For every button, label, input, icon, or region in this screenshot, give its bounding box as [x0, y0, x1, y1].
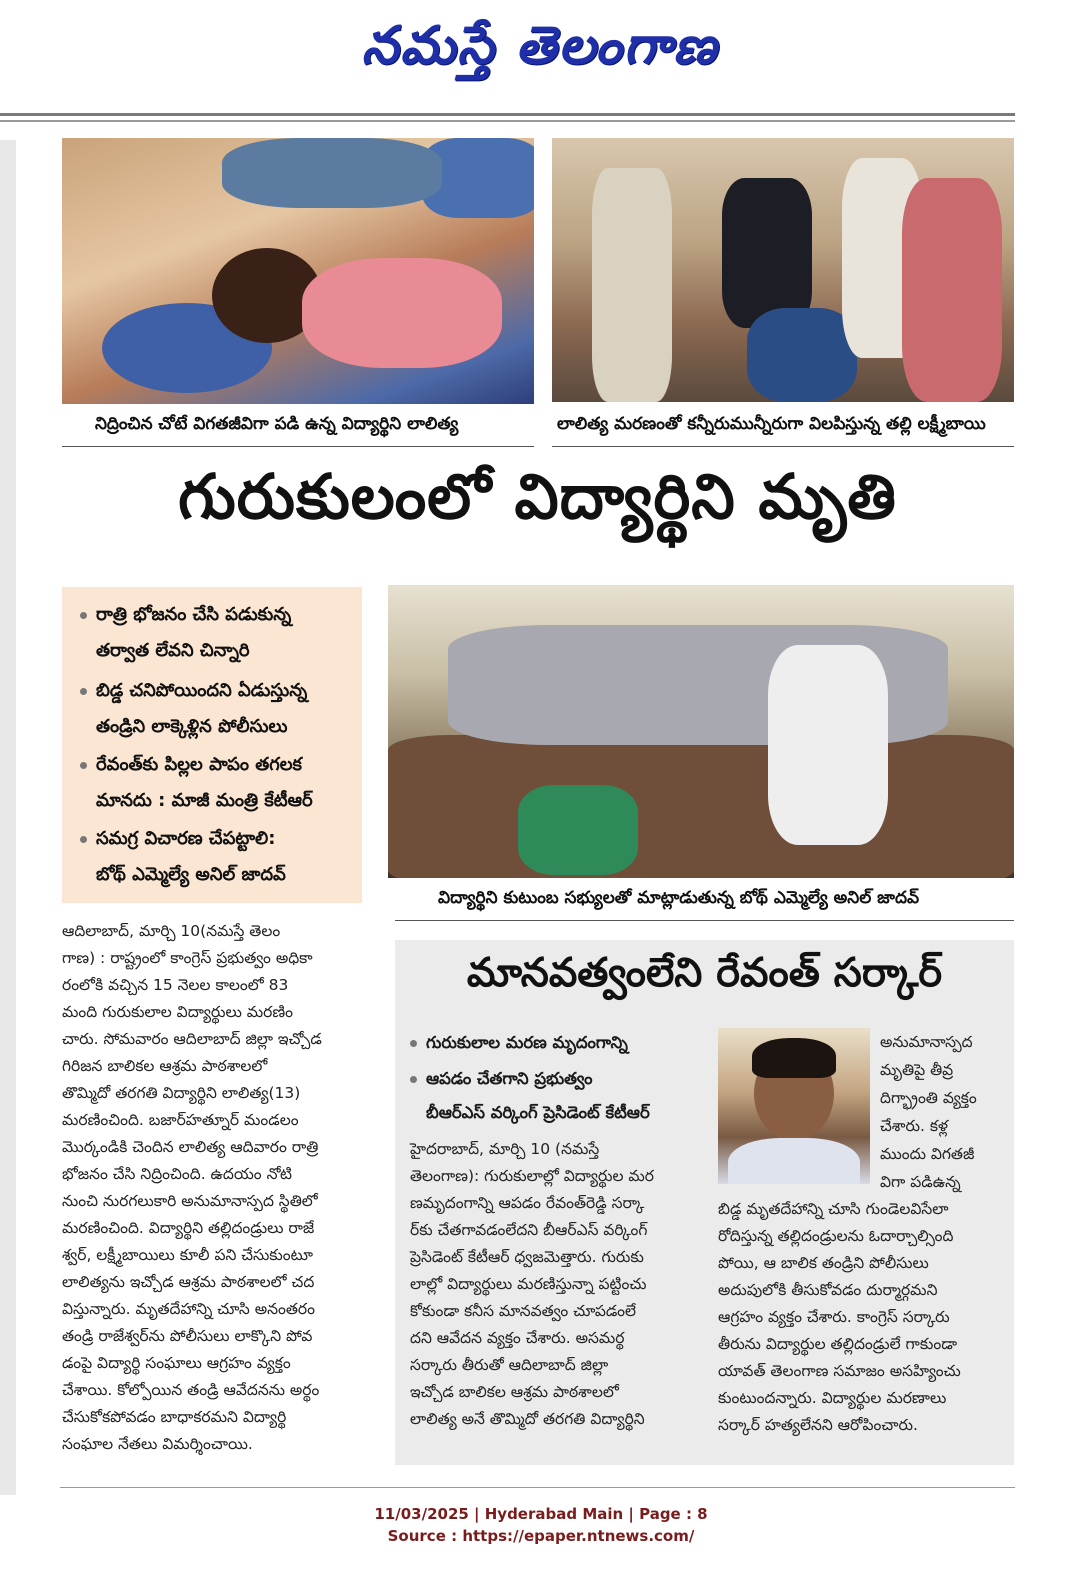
photo-mla-with-family	[388, 585, 1014, 878]
photo3-caption: విద్యార్థిని కుటుంబ సభ్యులతో మాట్లాడుతున్న బోథ్ ఎమ్మెల్యే అనిల్ జాదవ్	[438, 888, 920, 908]
highlights-box	[62, 587, 362, 903]
footer-date-edition: 11/03/2025 | Hyderabad Main | Page : 8	[374, 1505, 708, 1523]
bullet-icon	[80, 836, 87, 843]
highlight-item: రేవంత్‌కు పిల్లల పాపం తగలక మానదు : మాజీ మంత్రి కేటీఆర్	[80, 747, 313, 819]
caption-rule	[395, 920, 1014, 921]
photo-mother-shape	[747, 308, 857, 402]
photo-police-shape	[592, 168, 672, 402]
page-margin-bar	[0, 140, 16, 1495]
photo2-caption: లాలిత్య మరణంతో కన్నీరుమున్నీరుగా విలపిస్తున్న తల్లి లక్ష్మీబాయి	[557, 414, 986, 434]
story2-bullet: గురుకులాల మరణ మృదంగాన్ని	[410, 1026, 628, 1060]
masthead	[0, 0, 1082, 110]
story2-body-col1: హైదరాబాద్, మార్చి 10 (నమస్తే తెలంగాణ): గురుకులాల్లో విద్యార్థుల మర ణమృదంగాన్ని ఆపడం రేవంత్‌రెడ్డి సర్కా ర్‌కు చేతగావడంలేదని బీఆర్ఎస్ వర్కింగ్ ప్రెసిడెంట్ కేటీఆర్ ధ్వజమెత్తారు. గురుకు లాల్లో విద్యార్థులు మరణిస్తున్నా పట్టించు కోకుండా కనీస మానవత్వం చూపడంలే దని ఆవేదన వ్యక్తం చేశారు. అసమర్థ సర్కారు తీరుతో ఆదిలాబాద్ జిల్లా ఇచ్చోడ బాలికల ఆశ్రమ పాఠశాలలో లాలిత్య అనే తొమ్మిదో తరగతి విద్యార్థిని	[410, 1140, 654, 1428]
page-footer	[0, 1503, 1082, 1547]
highlight-item: బిడ్డ చనిపోయిందని ఏడుస్తున్న తండ్రిని లాక్కెళ్లిన పోలీసులు	[80, 673, 307, 745]
story1-body: ఆదిలాబాద్, మార్చి 10(నమస్తే తెలం గాణ) : రాష్ట్రంలో కాంగ్రెస్ ప్రభుత్వం అధికా రంలోకి వచ్చిన 15 నెలల కాలంలో 83 మంది గురుకులాల విద్యార్థులు మరణిం చారు. సోమవారం ఆదిలాబాద్ జిల్లా ఇచ్చోడ గిరిజన బాలికల ఆశ్రమ పాఠశాలలో తొమ్మిదో తరగతి విద్యార్థిని లాలిత్య(13) మరణించింది. బజార్‌హత్నూర్ మండలం మొర్కండికి చెందిన లాలిత్య ఆదివారం రాత్రి భోజనం చేసి నిద్రించింది. ఉదయం నోటి నుంచి నురగలుకారి అనుమానాస్పద స్థితిలో మరణించింది. విద్యార్థిని తల్లిదండ్రులు రాజే శ్వర్, లక్ష్మీబాయిలు కూలీ పని చేసుకుంటూ లాలిత్యను ఇచ్చోడ ఆశ్రమ పాఠశాలలో చద విస్తున్నారు. మృతదేహాన్ని చూసి అనంతరం తండ్రి రాజేశ్వర్‌ను పోలీసులు లాక్కొని పోవ డంపై విద్యార్థి సంఘాలు ఆగ్రహం వ్యక్తం చేశాయి. కోల్పోయిన తండ్రి ఆవేదనను అర్థం చేసుకోకపోవడం బాధాకరమని విద్యార్థి సంఘాల నేతలు విమర్శించాయి.	[62, 922, 322, 1453]
story2-headline: మానవత్వంలేని రేవంత్ సర్కార్	[466, 950, 943, 996]
masthead-rule-thin	[0, 120, 1015, 122]
photo-girl-shape	[722, 178, 812, 328]
photo-dress-shape	[302, 258, 502, 368]
photo-mla-shape	[768, 645, 888, 845]
bullet-icon	[80, 612, 87, 619]
footer-rule	[60, 1487, 1015, 1488]
photo-shirt-shape	[728, 1138, 860, 1184]
caption-rule	[62, 446, 534, 447]
photo-saree-shape	[518, 785, 638, 875]
footer-source-link[interactable]: Source : https://epaper.ntnews.com/	[387, 1527, 695, 1545]
main-headline: గురుకులంలో విద్యార్థిని మృతి	[178, 460, 897, 533]
story2-body-col2-bottom: బిడ్డ మృతదేహాన్ని చూసి గుండెలవిసేలా రోదిస్తున్న తల్లిదండ్రులను ఓదార్చాల్సింది పోయి, ఆ బాలిక తండ్రిని పోలీసులు అదుపులోకి తీసుకోవడం దుర్మార్గమని ఆగ్రహం వ్యక్తం చేశారు. కాంగ్రెస్ సర్కారు తీరును విద్యార్థుల తల్లిదండ్రులే గాకుండా యావత్ తెలంగాణ సమాజం అసహ్యించు కుంటుందన్నారు. విద్యార్థుల మరణాలు సర్కార్ హత్యలేనని ఆరోపించారు.	[718, 1200, 961, 1434]
bullet-icon	[80, 762, 87, 769]
story2-bullet: ఆపడం చేతగాని ప్రభుత్వం బీఆర్ఎస్ వర్కింగ్ ప్రెసిడెంట్ కేటీఆర్	[410, 1062, 650, 1130]
photo-woman2-shape	[902, 178, 1002, 402]
newspaper-logo: నమస్తే తెలంగాణ	[361, 15, 719, 76]
photo-student-lying	[62, 138, 534, 404]
bullet-icon	[410, 1040, 417, 1047]
highlight-item: రాత్రి భోజనం చేసి పడుకున్న తర్వాత లేవని చిన్నారి	[80, 597, 291, 669]
photo-ktr-portrait	[718, 1028, 870, 1184]
bullet-icon	[80, 688, 87, 695]
photo-blanket-shape	[222, 138, 442, 208]
photo-crowd-seated-shape	[388, 735, 1014, 878]
caption-rule	[552, 446, 1014, 447]
photo1-caption: నిద్రించిన చోటే విగతజీవిగా పడి ఉన్న విద్యార్థిని లాలిత్య	[95, 414, 459, 434]
photo-hair-shape	[752, 1038, 836, 1078]
story2-body-col2-top: అనుమానాస్పద మృతిపై తీవ్ర దిగ్భ్రాంతి వ్యక్తం చేశారు. కళ్ల ముందు విగతజీ విగా పడిఉన్న	[880, 1033, 977, 1191]
masthead-rule	[0, 113, 1015, 116]
bullet-icon	[410, 1076, 417, 1083]
highlight-item: సమగ్ర విచారణ చేపట్టాలి: బోథ్ ఎమ్మెల్యే అనిల్ జాదవ్	[80, 821, 286, 893]
photo-mother-crying	[552, 138, 1014, 402]
